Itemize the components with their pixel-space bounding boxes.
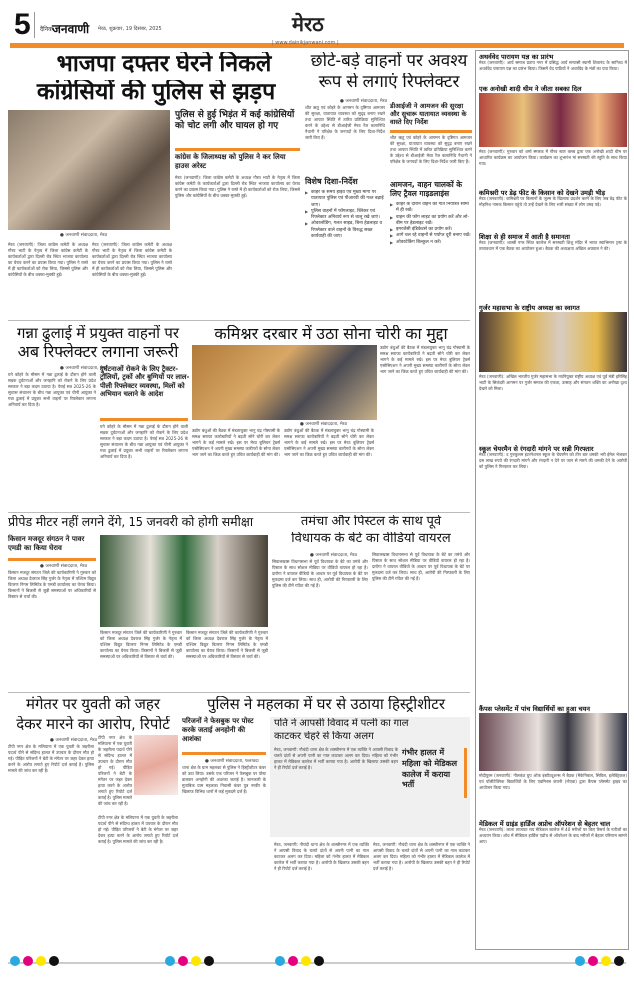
story6-body-col2: सिवालखास विधानसभा से पूर्व विधायक के बेटे का तमंचे और पिस्टल के साथ सोशल मीडिया पर वीडियो वायरल हो रहा है। दारोगा ने वायरल वीडियो के आधार पर पूर्व विधायक के बेटे पर मुकदमा दर्ज कर लिया। साथ ही, आरोपी की गिरफ्तारी के लिए पुलिस की टीमें गठित की गई हैं।	[372, 552, 470, 581]
black-mark	[614, 956, 624, 966]
city-title: मेरठ	[292, 12, 324, 36]
story7-headline-line1: मंगेतर पर युवती को जहर	[25, 696, 160, 713]
story8-subheadline: परिजनों ने फेसबुक पर पोस्ट करके जताई अनहोनी की आशंका	[182, 717, 254, 743]
right-story6-body: मेरठ (जनवाणी): द गुरुकुलम इंटरनेशनल स्कूल के चेयरमैन को तीन बार धमकी भरी ईमेल भेजकर दस लाख रुपये की रंगदारी मांगने और रंगदारी न देने पर जान से मारने की धमकी देने के आरोपी को पुलिस ने गिरफ्तार कर लिया।	[479, 452, 627, 469]
story1-headline-line2: कांग्रेसियों की पुलिस से झड़प	[36, 80, 276, 105]
story5-byline: ● जनवाणी संवाददाता, मेरठ	[40, 564, 88, 569]
magenta-mark	[178, 956, 188, 966]
bullet-item: ▶ ओवरटेकिंग बिल्कुल न करें।	[390, 240, 472, 246]
story1-photo-caption: ● जनवाणी संवाददाता, मेरठ	[60, 233, 108, 238]
story9-headline-line1: पति ने आपसी विवाद में पत्नी का गाल	[274, 718, 409, 729]
story3-headline-line2: अब रिफ्लेक्टर लगाना जरूरी	[17, 343, 179, 361]
right-story1-body: मेरठ (जनवाणी): आर्य समाज प्रताप नगर में प्रसिद्ध आर्य सन्यासी स्वामी शिवानंद के सानिध्य में अथर्ववेद पारायण यज्ञ का प्रारंभ किया। जिसमें वेद पाठियों ने अथर्ववेद के मंत्रों का पाठ किया।	[479, 60, 627, 71]
story8-headline: पुलिस ने महलका में घर से उठाया हिस्ट्रीशीटर	[207, 696, 445, 713]
cyan-mark	[575, 956, 585, 966]
right-story8-body: मेरठ (जनवाणी): लाला लाजपत राय मेडिकल कालेज में 40 मरीजों पर किए रिसर्च के नतीजों का अध्ययन किया। शोध में मीडियल हार्डिंज एप्रोच से ऑपरेशन के बाद मरीजों में बेहतर परिणाम सामने आए।	[479, 827, 627, 844]
dateline: मेरठ, शुक्रवार, 19 दिसंबर, 2025	[98, 26, 162, 32]
story5-headline: प्रीपेड मीटर नहीं लगने देंगे, 15 जनवरी को होगी समीक्षा	[8, 515, 254, 529]
story8-byline: ● जनवाणी संवाददाता, फलावदा	[205, 759, 259, 764]
story9-callout-bar	[464, 748, 467, 798]
story1-headline-line1: भाजपा दफ्तर घेरने निकले	[56, 52, 272, 77]
cyan-mark	[165, 956, 175, 966]
story2-headline-line1: छोटे-बड़े वाहनों पर अवश्य	[310, 52, 468, 71]
story5-body: किसान मजदूर संगठन जिले की कार्यकारिणी ने गुरुवार को जिला अध्यक्ष देवराज सिंह गुर्जर के नेतृत्व में पश्चिम विद्युत वितरण निगम लिमिटेड के एमडी कार्यालय का घेराव किया। किसानों ने बिजली से जुड़ी समस्याओं पर अधिकारियों से विस्तार से चर्चा की।	[8, 570, 96, 599]
yellow-mark	[191, 956, 201, 966]
story2-section2-title: आमजन, वाहन चालकों के लिए ट्रैवल गाइडलाइंस	[390, 180, 463, 199]
paper-name: जनवाणी	[52, 22, 90, 36]
website-link[interactable]: | www.dainikjanwani.com |	[272, 40, 339, 46]
black-mark	[49, 956, 59, 966]
story2-bullet-list-2	[390, 202, 472, 315]
right-story8-title: मेडिकल में ग्राइंड हार्डिंज अप्रोच ऑपरेशन से बेहतर चाल	[479, 820, 611, 828]
story1-photo	[8, 110, 170, 230]
right-story2-photo	[479, 93, 627, 147]
right-story5-title: गुर्जर महासभा के राष्ट्रीय अध्यक्ष का स्वागत	[479, 304, 580, 312]
bullet-item: ▶ इमरजेंसी इंडिकेटर्स का प्रयोग करें।	[390, 227, 472, 233]
story2-headline-line2: रूप से लगाएं रिफ्लेक्टर	[318, 73, 460, 92]
story3-subheadline: दुर्घटनाओं रोकने के लिए ट्रैक्टर-ट्रॉलियों, ट्रकों और बुग्गियों पर लाल-पीली रिफ्लेक्टर व्यवस्था, मिलों को अभियान चलाने के आदेश	[100, 365, 190, 399]
right-story5-body: मेरठ (जनवाणी): अखिल भारतीय गुर्जर महासभा के नवनियुक्त राष्ट्रीय अध्यक्ष एवं पूर्व मंत्री हरिसिंह भाटी के सिकंदरी आगमन पर गुर्जर समाज की एकता, उत्साह और संगठन शक्ति का अनोखा दृश्य देखने को मिला।	[479, 374, 627, 391]
story2-rule	[390, 130, 472, 133]
story7-body: टीपी नगर क्षेत्र के मलियाना में एक युवती के जहरीला पदार्थ पीने से संदिग्ध हालत में उपचार के दौरान मौत हो गई। पीड़ित परिजनों ने बेटी के मंगेतर पर जहर देकर हत्या करने के आरोप लगाते हुए रिपोर्ट दर्ज कराई है। पुलिस मामले की जांच कर रही है।	[8, 744, 94, 773]
story2-section-title: विशेष दिशा-निर्देश	[305, 177, 358, 186]
right-story4-body: मेरठ (जनवाणी): शास्त्री नगर स्थित कालेज में सरस्वती शिशु मंदिर में भारत स्वाभिमान ट्रस्ट के तत्वावधान में एक बैठक का आयोजन हुआ। बैठक की अध्यक्षता अखिल अग्रवाल ने की।	[479, 240, 627, 251]
story6-headline-line2: विधायक के बेटे का वीडियो वायरल	[291, 532, 451, 546]
story2-bullet-list	[305, 190, 387, 315]
bullet-item: ▶ कोहरे के समय हाईवे एवं मुख्य मार्गों पर यातायात पुलिस एवं पीआरवी की गश्त बढ़ाई जाए।	[305, 190, 387, 209]
story4-body-col3: उद्योग बंधुओं की बैठक में मंडलायुक्त भानु चंद्र गोस्वामी के समक्ष सराफा कारोबारियों ने बढ़ती सोने चोरी कर लेकर भागने के कई मामले रखे। इस पर मेरठ बुलियन ट्रेडर्स एसोसिएशन ने अपनी मुख्य समस्या कारीगरों के सोना लेकर भाग जाने का जिक्र करते हुए उचित कार्यवाही की मांग की।	[380, 345, 470, 374]
black-mark	[314, 956, 324, 966]
masthead-divider	[34, 12, 35, 38]
cmyk-marks-2	[165, 956, 214, 966]
bullet-item: ▶ वाहन की फॉग लाइट का प्रयोग करें और लो-बीम पर हेडलाइट रखें।	[390, 215, 472, 228]
magenta-mark	[588, 956, 598, 966]
story1-body-col1: मेरठ (जनवाणी): जिला कांग्रेस कमेटी के अध्यक्ष गौरव भाटी के नेतृत्व में जिला कांग्रेस कमेटी के कार्यकर्ताओं द्वारा दिल्ली रोड स्थित भाजपा कार्यालय का घेराव करने का प्रयास किया गया। पुलिस ने रास्ते में ही कार्यकर्ताओं को रोक लिया, जिससे पुलिस और कांग्रेसियों के बीच धक्का-मुक्की हुई।	[175, 175, 300, 198]
right-story3-body: मेरठ (जनवाणी): कमिश्नरी पर किसानों के जुल्म के खिलाफ प्रदर्शन करने के लिए जब डेढ़ फीट के मोहनिश नामक किसान पहुंचे तो उन्हें देखने के लिए भारी संख्या में लोग उमड़ पड़े।	[479, 196, 627, 207]
right-story1-title: अथर्ववेद पारायण यज्ञ का प्रारंभ	[479, 53, 554, 61]
story5-body-col2: किसान मजदूर संगठन जिले की कार्यकारिणी ने गुरुवार को जिला अध्यक्ष देवराज सिंह गुर्जर के नेतृत्व में पश्चिम विद्युत वितरण निगम लिमिटेड के एमडी कार्यालय का घेराव किया। किसानों ने बिजली से जुड़ी समस्याओं पर अधिकारियों से विस्तार से चर्चा की।	[100, 630, 182, 659]
story7-headline-line2: देकर मारने का आरोप, रिपोर्ट	[16, 716, 170, 733]
bullet-item: ▶ कोहरे के दौरान वाहन की गति नियंत्रित सीमा में ही रखें।	[390, 202, 472, 215]
magenta-mark	[288, 956, 298, 966]
story9-body-col3: मेरठ, जनवाणी: नौचंदी थाना क्षेत्र के शास्त्रीनगर में एक व्यक्ति ने आपसी विवाद के चलते दांतों से अपनी पत्नी का गाल काटकर अलग कर दिया। महिला को गंभीर हालत में मेडिकल कालेज में भर्ती कराया गया है। आरोपी के खिलाफ उसकी बहन ने ही रिपोर्ट दर्ज कराई है।	[373, 842, 470, 871]
story8-body: थाना क्षेत्र के ग्राम महलका से पुलिस ने हिस्ट्रीशीटर कंवर को उठा लिया। उसके एक परिजन ने फेसबुक पर पोस्ट डालकर अनहोनी की आशंका जताई है। जानकारी के मुताबिक ग्राम महलका निवासी कंवर पुत्र नरवीर के खिलाफ विभिन्न थानों में कई मुकदमे दर्ज हैं।	[182, 765, 266, 794]
story5-photo	[100, 535, 268, 627]
story2-body-col2: शीत ऋतु एवं कोहरे के आगमन के दृष्टिगत आमजन की सुरक्षा, यातायात व्यवस्था को सुदृढ़ बनाए रखने तथा आपात स्थिति में त्वरित प्रतिक्रिया सुनिश्चित करने के उद्देश्य से डीआईजी मेरठ रेंज कलानिधि नैथानी ने परिक्षेत्र के जनपदों के लिए दिशा-निर्देश जारी किए हैं।	[390, 135, 472, 164]
yellow-mark	[36, 956, 46, 966]
story7-photo	[134, 735, 178, 795]
story7-byline: ● जनवाणी संवाददाता, मेरठ	[50, 738, 98, 743]
story1-subheadline: पुलिस से हुई भिड़ंत में कई कांग्रेसियों को चोट लगी और घायल हो गए	[175, 110, 295, 132]
story3-body: घने कोहरे के मौसम में गन्ना ढुलाई के दौरान होने वाली सड़क दुर्घटनाओं और जनहानि को रोकने के लिए प्रदेश सरकार ने बड़ा कदम उठाया है। पेराई सत्र 2025-26 के सुचारू संचालन के बीच गन्ना आयुक्त एवं चीनी आयुक्त ने गन्ना ढुलाई में प्रयुक्त सभी वाहनों पर रिफ्लेक्टर लगाना अनिवार्य कर दिया है।	[8, 372, 96, 407]
right-story7-title: कैंपस प्लेसमेंट में पांच विद्यार्थियों का हुआ चयन	[479, 705, 591, 713]
story4-body-col2: उद्योग बंधुओं की बैठक में मंडलायुक्त भानु चंद्र गोस्वामी के समक्ष सराफा कारोबारियों ने बढ़ती सोने चोरी कर लेकर भागने के कई मामले रखे। इस पर मेरठ बुलियन ट्रेडर्स एसोसिएशन ने अपनी मुख्य समस्या कारीगरों के सोना लेकर भाग जाने का जिक्र करते हुए उचित कार्यवाही की मांग की।	[284, 428, 374, 457]
story8-rule	[182, 752, 266, 755]
story3-rule	[100, 418, 188, 421]
story4-body: उद्योग बंधुओं की बैठक में मंडलायुक्त भानु चंद्र गोस्वामी के समक्ष सराफा कारोबारियों ने बढ़ती सोने चोरी कर लेकर भागने के कई मामले रखे। इस पर मेरठ बुलियन ट्रेडर्स एसोसिएशन ने अपनी मुख्य समस्या कारीगरों के सोना लेकर भाग जाने का जिक्र करते हुए उचित कार्यवाही की मांग की।	[192, 428, 280, 457]
story7-body-col2: टीपी नगर क्षेत्र के मलियाना में एक युवती के जहरीला पदार्थ पीने से संदिग्ध हालत में उपचार के दौरान मौत हो गई। पीड़ित परिजनों ने बेटी के मंगेतर पर जहर देकर हत्या करने के आरोप लगाते हुए रिपोर्ट दर्ज कराई है। पुलिस मामले की जांच कर रही है।	[98, 815, 178, 844]
story3-body-col2: घने कोहरे के मौसम में गन्ना ढुलाई के दौरान होने वाली सड़क दुर्घटनाओं और जनहानि को रोकने के लिए प्रदेश सरकार ने बड़ा कदम उठाया है। पेराई सत्र 2025-26 के सुचारू संचालन के बीच गन्ना आयुक्त एवं चीनी आयुक्त ने गन्ना ढुलाई में प्रयुक्त सभी वाहनों पर रिफ्लेक्टर लगाना अनिवार्य कर दिया है।	[100, 424, 188, 459]
right-story4-title: शिक्षा से ही समाज में आती है समानता	[479, 233, 570, 241]
story2-body: शीत ऋतु एवं कोहरे के आगमन के दृष्टिगत आमजन की सुरक्षा, यातायात व्यवस्था को सुदृढ़ बनाए रखने तथा आपात स्थिति में त्वरित प्रतिक्रिया सुनिश्चित करने के उद्देश्य से डीआईजी मेरठ रेंज कलानिधि नैथानी ने परिक्षेत्र के जनपदों के लिए दिशा-निर्देश जारी किए हैं।	[305, 105, 385, 140]
story6-headline-line1: तमंचा और पिस्टल के साथ पूर्व	[300, 515, 442, 529]
bullet-item: ▶ आगे चल रहे वाहनों से पर्याप्त दूरी बनाए रखें।	[390, 233, 472, 239]
paper-prefix: दैनिक	[40, 26, 53, 33]
section-divider	[8, 512, 470, 513]
story5-subheadline: किसान मजदूर संगठन ने पावर एमडी का किया घेराव	[8, 535, 85, 552]
section-divider	[8, 692, 470, 693]
story9-body-col2: मेरठ, जनवाणी: नौचंदी थाना क्षेत्र के शास्त्रीनगर में एक व्यक्ति ने आपसी विवाद के चलते दांतों से अपनी पत्नी का गाल काटकर अलग कर दिया। महिला को गंभीर हालत में मेडिकल कालेज में भर्ती कराया गया है। आरोपी के खिलाफ उसकी बहन ने ही रिपोर्ट दर्ज कराई है।	[274, 842, 369, 871]
story5-rule	[8, 558, 96, 561]
cmyk-marks-3	[275, 956, 324, 966]
bullet-item: ▶ पुलिस वाहनों में फॉगलाइट, ब्लिंकर एवं रिफ्लेक्टर अनिवार्य रूप से चालू रखे जाएं।	[305, 209, 387, 222]
masthead	[0, 0, 634, 50]
section-divider	[8, 320, 470, 321]
story2-byline: ● जनवाणी संवाददाता, मेरठ	[340, 99, 388, 104]
story1-rule	[175, 148, 300, 151]
story4-headline: कमिश्नर दरबार में उठा सोना चोरी का मुद्दा	[214, 325, 448, 343]
right-story5-photo	[479, 312, 627, 372]
cmyk-marks-4	[575, 956, 624, 966]
story7-body-col2a: टीपी नगर क्षेत्र के मलियाना में एक युवती के जहरीला पदार्थ पीने से संदिग्ध हालत में उपचार के दौरान मौत हो गई। पीड़ित परिजनों ने बेटी के मंगेतर पर जहर देकर हत्या करने के आरोप लगाते हुए रिपोर्ट दर्ज कराई है। पुलिस मामले की जांच कर रही है।	[98, 735, 132, 806]
yellow-mark	[601, 956, 611, 966]
cyan-mark	[275, 956, 285, 966]
magenta-mark	[23, 956, 33, 966]
story1-body-col3: मेरठ (जनवाणी): जिला कांग्रेस कमेटी के अध्यक्ष गौरव भाटी के नेतृत्व में जिला कांग्रेस कमेटी के कार्यकर्ताओं द्वारा दिल्ली रोड स्थित भाजपा कार्यालय का घेराव करने का प्रयास किया गया। पुलिस ने रास्ते में ही कार्यकर्ताओं को रोक लिया, जिससे पुलिस और कांग्रेसियों के बीच धक्का-मुक्की हुई।	[92, 242, 172, 277]
cyan-mark	[10, 956, 20, 966]
story4-photo	[192, 345, 377, 420]
story3-byline: ● जनवाणी संवाददाता, मेरठ	[60, 366, 108, 371]
story1-body-col2: मेरठ (जनवाणी): जिला कांग्रेस कमेटी के अध्यक्ष गौरव भाटी के नेतृत्व में जिला कांग्रेस कमेटी के कार्यकर्ताओं द्वारा दिल्ली रोड स्थित भाजपा कार्यालय का घेराव करने का प्रयास किया गया। पुलिस ने रास्ते में ही कार्यकर्ताओं को रोक लिया, जिससे पुलिस और कांग्रेसियों के बीच धक्का-मुक्की हुई।	[8, 242, 88, 277]
story9-callout: गंभीर हालत में महिला को मेडिकल कालेज में कराया भर्ती	[402, 748, 458, 790]
story5-body-col3: किसान मजदूर संगठन जिले की कार्यकारिणी ने गुरुवार को जिला अध्यक्ष देवराज सिंह गुर्जर के नेतृत्व में पश्चिम विद्युत वितरण निगम लिमिटेड के एमडी कार्यालय का घेराव किया। किसानों ने बिजली से जुड़ी समस्याओं पर अधिकारियों से विस्तार से चर्चा की।	[186, 630, 268, 659]
story9-headline-line2: काटकर चेहरे से किया अलग	[274, 731, 374, 742]
right-story7-photo	[479, 713, 627, 771]
right-story6-title: स्कूल चेयरमैन से रंगदारी मांगने पर सन्नी गिरफ्तार	[479, 445, 594, 453]
story4-byline: ● जनवाणी संवाददाता, मेरठ	[300, 422, 348, 427]
right-story7-body: मोदीपुरम (जनवाणी): नीलकंठ ग्रुप ऑफ इंस्टीट्यूशन्स में बैठक (मैकेनिकल, सिविल, इलेक्ट्रिकल) एवं पॉलीटेक्निक विद्यार्थियों के लिए एडमिनस कंपनी (नोएडा) द्वारा कैंपस प्लेसमेंट ड्राइव का आयोजन किया गया।	[479, 773, 627, 790]
story3-headline-line1: गन्ना ढुलाई में प्रयुक्त वाहनों पर	[16, 325, 180, 342]
cmyk-marks-1	[10, 956, 59, 966]
page-number: 5	[14, 8, 31, 41]
story6-byline: ● जनवाणी संवाददाता, मेरठ	[310, 553, 358, 558]
yellow-mark	[301, 956, 311, 966]
black-mark	[204, 956, 214, 966]
right-story3-title: कमिश्नरी पर डेढ़ फीट के किसान को देखने उमड़ी भीड़	[479, 189, 606, 197]
bullet-item: ▶ ओवरलोडिंग, गलत साइड, बिना हेडलाइट व रिफ्लेक्टर वाले वाहनों के विरुद्ध सख्त कार्यवाही की जाए।	[305, 221, 387, 240]
story6-body: सिवालखास विधानसभा से पूर्व विधायक के बेटे का तमंचे और पिस्टल के साथ सोशल मीडिया पर वीडियो वायरल हो रहा है। दारोगा ने वायरल वीडियो के आधार पर पूर्व विधायक के बेटे पर मुकदमा दर्ज कर लिया। साथ ही, आरोपी की गिरफ्तारी के लिए पुलिस की टीमें गठित की गई हैं।	[272, 559, 368, 588]
story2-subheadline: डीआईजी ने आमजन की सुरक्षा और सुचारू यातायात व्यवस्था के वास्ते दिए निर्देश	[390, 102, 467, 127]
story1-kicker: कांग्रेस के जिलाध्यक्ष को पुलिस ने कर लिया हाउस अरेस्ट	[175, 153, 286, 170]
right-story2-body: मेरठ (जनवाणी): गुरुवार को शर्मा स्मारक में गौरव स्टार क्लब द्वारा एक अनोखी शादी थीम पर आधारित कार्यक्रम का आयोजन किया। कार्यक्रम का शुभारंभ मां सरस्वती की स्तुति के साथ किया गया।	[479, 149, 627, 166]
right-story2-title: एक अनोखी शादी थीम ने जीता सबका दिल	[479, 85, 582, 93]
story9-body: मेरठ, जनवाणी: नौचंदी थाना क्षेत्र के शास्त्रीनगर में एक व्यक्ति ने आपसी विवाद के चलते दांतों से अपनी पत्नी का गाल काटकर अलग कर दिया। महिला को गंभीर हालत में मेडिकल कालेज में भर्ती कराया गया है। आरोपी के खिलाफ उसकी बहन ने ही रिपोर्ट दर्ज कराई है।	[274, 747, 398, 770]
